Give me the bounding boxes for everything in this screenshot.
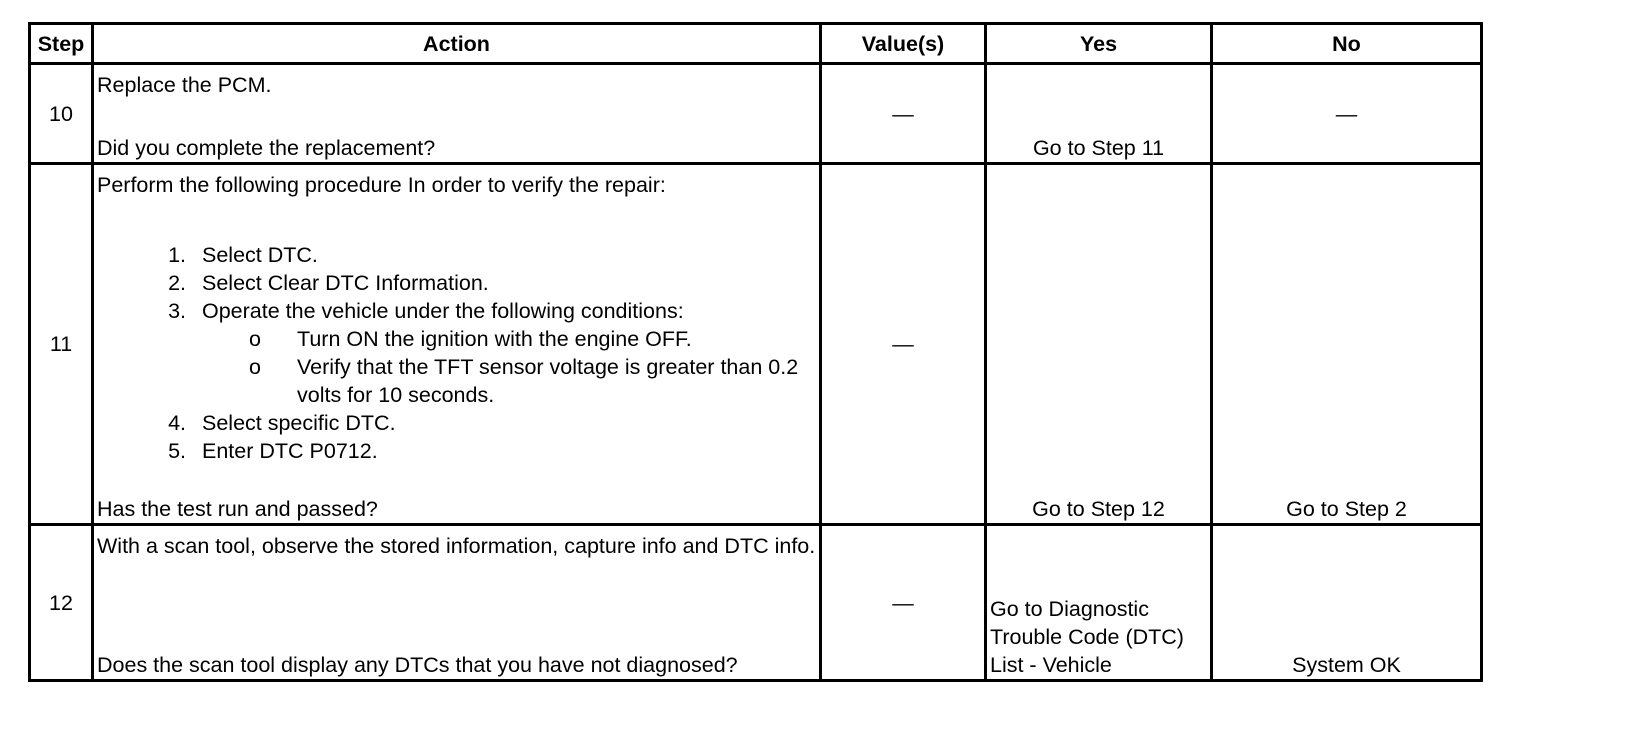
header-step: Step (30, 24, 93, 64)
step-number: 10 (30, 64, 93, 164)
procedure-step: 2. Select Clear DTC Information. (192, 269, 816, 297)
action-intro: Replace the PCM. (97, 73, 272, 97)
diagnostic-table (28, 22, 1483, 682)
no-cell: Go to Step 2 (1212, 164, 1482, 525)
no-cell: System OK (1212, 525, 1482, 681)
header-yes: Yes (986, 24, 1212, 64)
header-values: Value(s) (821, 24, 986, 64)
yes-cell: Go to Diagnostic Trouble Code (DTC) List - Vehicle (986, 525, 1212, 681)
yes-cell: Go to Step 12 (986, 164, 1212, 525)
procedure-step (192, 297, 816, 409)
procedure-list (97, 241, 816, 465)
action-intro: With a scan tool, observe the stored information, capture info and DTC info. (97, 534, 816, 558)
no-cell: — (1212, 64, 1482, 164)
action-question: Did you complete the replacement? (97, 136, 436, 160)
header-action: Action (93, 24, 821, 64)
procedure-step: 5. Enter DTC P0712. (192, 437, 816, 465)
yes-cell: Go to Step 11 (986, 64, 1212, 164)
values-cell: — (821, 164, 986, 525)
action-cell (93, 164, 821, 525)
values-cell: — (821, 64, 986, 164)
table-row (30, 64, 1482, 164)
procedure-step: 4. Select specific DTC. (192, 409, 816, 437)
header-no: No (1212, 24, 1482, 64)
action-question: Does the scan tool display any DTCs that you have not diagnosed? (97, 653, 738, 677)
procedure-step: 1. Select DTC. (192, 241, 816, 269)
header-row (30, 24, 1482, 64)
action-question: Has the test run and passed? (97, 497, 378, 521)
condition-item: o Turn ON the ignition with the engine OFF. (297, 325, 816, 353)
table-row (30, 525, 1482, 681)
step-number: 11 (30, 164, 93, 525)
values-cell: — (821, 525, 986, 681)
procedure-step-text: Operate the vehicle under the following conditions: (202, 299, 684, 323)
action-intro: Perform the following procedure In order to verify the repair: (97, 173, 666, 197)
table-row (30, 164, 1482, 525)
action-cell (93, 64, 821, 164)
action-cell (93, 525, 821, 681)
step-number: 12 (30, 525, 93, 681)
condition-item: o Verify that the TFT sensor voltage is greater than 0.2 volts for 10 seconds. (297, 353, 816, 409)
conditions-list (202, 325, 816, 409)
